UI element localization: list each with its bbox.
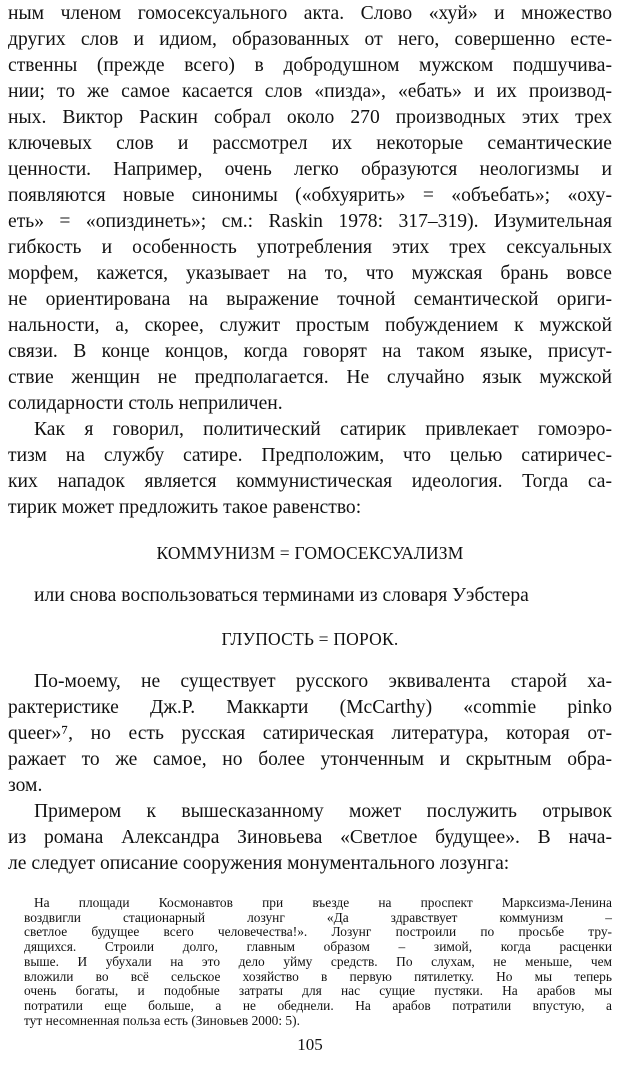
- text-line: Примером к вышесказанному может послужить отрывок: [34, 801, 612, 822]
- formula-communism: КОММУНИЗМ = ГОМОСЕКСУАЛИЗМ: [156, 543, 464, 563]
- text-line: тирик может предложить такое равенство:: [8, 497, 362, 518]
- quote-line: выше. И убухали на это дело уйму средств. По слухам, не меньше, чем: [24, 953, 612, 969]
- text-line: тизм на службу сатире. Предположим, что целью сатиричес-: [8, 445, 612, 466]
- text-line: рактеристике Дж.Р. Маккарти (McCarthy) «commie pinko: [8, 697, 612, 718]
- page-number: 105: [297, 1035, 323, 1054]
- text-line: ключевых слов и рассмотрел их некоторые семантические: [8, 133, 612, 154]
- text-line: ле следует описание сооружения монументального лозунга:: [8, 853, 510, 874]
- text-line: или снова воспользоваться терминами из словаря Уэбстера: [34, 585, 529, 606]
- text-line: По-моему, не существует русского эквивалента старой ха-: [34, 671, 612, 692]
- text-line: связи. В конце концов, когда говорят на таком языке, присут-: [8, 341, 612, 362]
- quote-line: дящихся. Строили долго, главным образом – зимой, когда расценки: [24, 939, 612, 955]
- quote-line: потратили еще больше, а не обеднели. На арабов потратили впустую, а: [24, 997, 612, 1013]
- text-line: ких нападок является коммунистическая идеология. Тогда са-: [8, 471, 612, 492]
- text-line: ственны (прежде всего) в добродушном мужском подшучива-: [8, 55, 612, 76]
- text-line: зом.: [8, 775, 43, 796]
- text-line: ценности. Например, очень легко образуются неологизмы и: [8, 159, 612, 180]
- text-line: Как я говорил, политический сатирик привлекает гомоэро-: [34, 419, 612, 440]
- text-line: нии; то же самое касается слов «пизда», «ебать» и их производ-: [8, 81, 612, 102]
- text-line: появляются новые синонимы («обхуярить» = «объебать»; «оху-: [8, 185, 612, 206]
- text-line: ражает то же самое, но более утонченным и скрытным обра-: [8, 749, 612, 770]
- text-line: гибкость и особенность употребления этих трех сексуальных: [8, 237, 612, 258]
- text-line: не ориентирована на выражение точной семантической ориги-: [8, 289, 612, 310]
- quote-line: очень богаты, и подобные затраты для нас сущие пустяки. На арабов мы: [24, 983, 612, 999]
- text-line: ствие женщин не предполагается. Не случайно язык мужской: [8, 367, 612, 388]
- quote-line: воздвигли стационарный лозунг «Да здравствует коммунизм –: [24, 909, 612, 925]
- text-line: queer»⁷, но есть русская сатирическая литература, которая от-: [8, 723, 612, 744]
- text-line: морфем, кажется, указывает на то, что мужская брань вовсе: [8, 263, 612, 284]
- formula-stupidity: ГЛУПОСТЬ = ПОРОК.: [221, 629, 399, 649]
- text-line: из романа Александра Зиновьева «Светлое будущее». В нача-: [8, 827, 612, 848]
- text-line: нальности, а, скорее, служит простым побуждением к мужской: [8, 315, 612, 336]
- text-line: еть» = «опиздинеть»; см.: Raskin 1978: 317–319). Изумительная: [8, 211, 612, 232]
- quote-line: светлое будущее всего человечества!». Лозунг построили по просьбе тру-: [24, 924, 612, 940]
- quote-line: На площади Космонавтов при въезде на проспект Марксизма-Ленина: [34, 895, 612, 910]
- text-line: других слов и идиом, образованных от него, совершенно есте-: [8, 29, 612, 50]
- text-line: ным членом гомосексуального акта. Слово «хуй» и множество: [8, 3, 612, 24]
- text-line: солидарности столь неприличен.: [8, 393, 283, 414]
- quote-line: тут несомненная польза есть (Зиновьев 2000: 5).: [24, 1012, 300, 1028]
- text-line: ных. Виктор Раскин собрал около 270 производных этих трех: [8, 107, 612, 128]
- book-page: [8, 0, 614, 1071]
- quote-line: вложили во всё сельское хозяйство в первую пятилетку. Но мы теперь: [24, 968, 612, 984]
